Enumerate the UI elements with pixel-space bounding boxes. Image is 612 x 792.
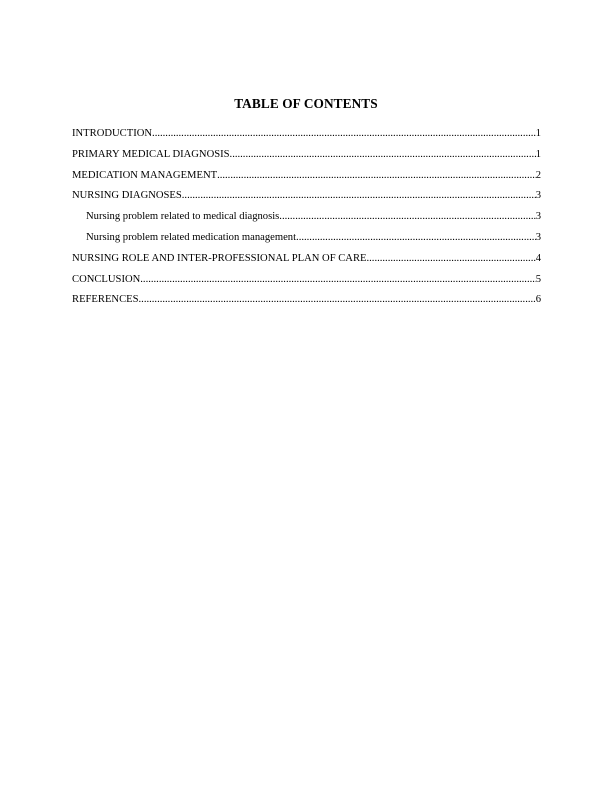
toc-entry-label: MEDICATION MANAGEMENT <box>72 169 218 181</box>
toc-dot-leader <box>139 294 536 305</box>
toc-entry-label: Nursing problem related medication management <box>86 231 297 243</box>
toc-dot-leader <box>367 253 536 264</box>
toc-page-number: 1 <box>535 148 541 160</box>
toc-entry-nursing-role-plan-of-care[interactable] <box>72 253 541 274</box>
toc-page-number: 5 <box>535 273 541 285</box>
toc-page-number: 2 <box>535 169 541 181</box>
toc-page-number: 1 <box>535 128 541 139</box>
toc-entry-references[interactable] <box>72 294 541 315</box>
toc-page-number: 3 <box>535 231 541 243</box>
toc-entry-medication-management[interactable] <box>72 170 541 191</box>
toc-entry-nursing-problem-medication-management[interactable] <box>72 232 541 253</box>
toc-entry-label: PRIMARY MEDICAL DIAGNOSIS <box>72 148 230 160</box>
toc-dot-leader <box>296 232 536 243</box>
toc-page-number: 3 <box>535 211 541 223</box>
toc-dot-leader <box>182 190 536 201</box>
toc-entry-nursing-problem-medical-diagnosis[interactable] <box>72 211 541 232</box>
toc-entry-primary-medical-diagnosis[interactable] <box>72 149 541 170</box>
toc-entry-conclusion[interactable] <box>72 274 541 295</box>
toc-entry-label: NURSING ROLE AND INTER-PROFESSIONAL PLAN OF CARE <box>72 252 367 264</box>
toc-entry-label: Nursing problem related to medical diagnosis <box>86 211 280 223</box>
table-of-contents <box>72 128 541 315</box>
toc-page-number: 6 <box>535 294 541 306</box>
toc-dot-leader <box>230 149 536 160</box>
toc-dot-leader <box>152 128 536 139</box>
toc-dot-leader <box>279 211 535 222</box>
toc-entry-label: REFERENCES <box>72 294 139 306</box>
toc-entry-introduction[interactable] <box>72 128 541 149</box>
toc-entry-label: INTRODUCTION <box>72 128 153 139</box>
toc-entry-label: CONCLUSION <box>72 273 141 285</box>
toc-page-number: 3 <box>535 190 541 202</box>
toc-title: TABLE OF CONTENTS <box>234 96 378 111</box>
toc-dot-leader <box>217 170 536 181</box>
toc-entry-label: NURSING DIAGNOSES <box>72 190 182 202</box>
toc-page-number: 4 <box>535 252 541 264</box>
toc-dot-leader <box>140 274 535 285</box>
toc-entry-nursing-diagnoses[interactable] <box>72 190 541 211</box>
